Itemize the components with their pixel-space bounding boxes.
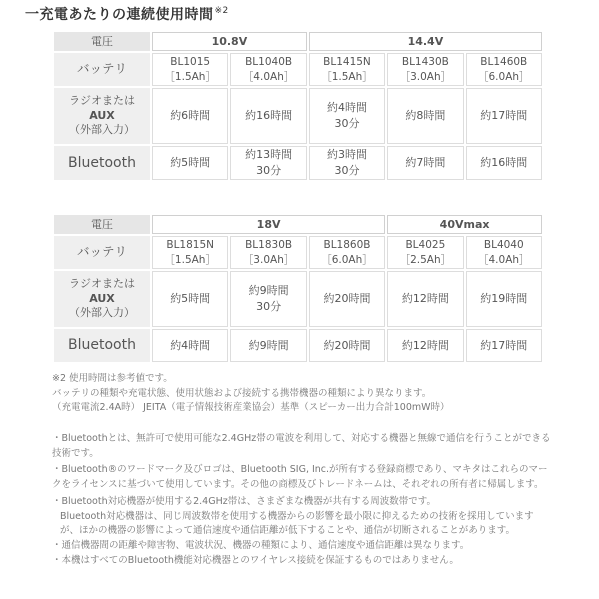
runtime-cell: 約8時間: [387, 88, 463, 144]
note-paragraph: ・Bluetooth®のワードマーク及びロゴは、Bluetooth SIG, Inc.が所有する登録商標であり、マキタはこれらのマークをライセンスに基づいて使用しています。その他の商標及びトレードネームは、それぞれの所有者に帰属します。: [52, 464, 548, 491]
voltage-group: 40Vmax: [387, 215, 542, 234]
battery-label: バッテリ: [54, 236, 150, 269]
runtime-cell: 約12時間: [387, 329, 463, 362]
bluetooth-row: [54, 329, 542, 362]
battery-cell: BL1830B ［3.0Ah］: [230, 236, 306, 269]
battery-cell: BL1815N ［1.5Ah］: [152, 236, 228, 269]
radio-aux-label: ラジオまたは AUX （外部入力）: [54, 271, 150, 327]
footnote-block: [52, 372, 552, 416]
battery-row: [54, 236, 542, 269]
runtime-cell: 約20時間: [309, 329, 385, 362]
note-paragraph: Bluetooth対応機器は、同じ周波数帯を使用する機器からの影響を最小限に抑えるための技術を採用していますが、ほかの機器の影響によって通信速度や通信距離が低下することや、通信が切断されることがあります。: [60, 510, 534, 537]
runtime-cell: 約5時間: [152, 271, 228, 327]
battery-label: バッテリ: [54, 53, 150, 86]
runtime-cell: 約16時間: [466, 146, 542, 180]
footnote-line: （充電電流2.4A時） JEITA（電子情報技術産業協会）基準（スピーカー出力合計100mW時）: [52, 402, 450, 414]
radio-row: [54, 271, 542, 327]
runtime-cell: 約17時間: [466, 88, 542, 144]
radio-aux-label: ラジオまたは AUX （外部入力）: [54, 88, 150, 144]
runtime-cell: 約9時間 30分: [230, 271, 306, 327]
page-title: 一充電あたりの連続使用時間$^{※2}$: [25, 6, 229, 23]
bluetooth-row: [54, 146, 542, 180]
runtime-cell: 約7時間: [387, 146, 463, 180]
voltage-row: [54, 215, 542, 234]
runtime-cell: 約20時間: [309, 271, 385, 327]
voltage-group: 18V: [152, 215, 385, 234]
note-paragraph: ・通信機器間の距離や障害物、電波状況、機器の種類により、通信速度や通信距離は異なります。: [52, 540, 470, 552]
battery-cell: BL1860B ［6.0Ah］: [309, 236, 385, 269]
battery-row: [54, 53, 542, 86]
footnote-line: バッテリの種類や充電状態、使用状態および接続する携帯機器の種類により異なります。: [52, 387, 432, 399]
footnote-line: ※2 使用時間は参考値です。: [52, 373, 173, 384]
runtime-cell: 約16時間: [230, 88, 306, 144]
runtime-cell: 約6時間: [152, 88, 228, 144]
runtime-cell: 約19時間: [466, 271, 542, 327]
battery-cell: BL4040 ［4.0Ah］: [466, 236, 542, 269]
voltage-label: 電圧: [54, 215, 150, 234]
voltage-row: [54, 32, 542, 51]
runtime-table-18-40v: [52, 213, 544, 364]
title-footnote-mark: ※2: [214, 6, 229, 17]
battery-cell: BL4025 ［2.5Ah］: [387, 236, 463, 269]
battery-cell: BL1040B ［4.0Ah］: [230, 53, 306, 86]
note-paragraph: ・Bluetooth対応機器が使用する2.4GHz帯は、さまざまな機器が共有する周波数帯です。: [52, 495, 436, 507]
bluetooth-notes-block: [52, 432, 552, 568]
voltage-group: 10.8V: [152, 32, 307, 51]
voltage-group: 14.4V: [309, 32, 542, 51]
runtime-cell: 約13時間 30分: [230, 146, 306, 180]
battery-cell: BL1460B ［6.0Ah］: [466, 53, 542, 86]
radio-row: [54, 88, 542, 144]
runtime-table-10-14v: [52, 30, 544, 182]
runtime-cell: 約3時間 30分: [309, 146, 385, 180]
runtime-cell: 約17時間: [466, 329, 542, 362]
battery-cell: BL1415N ［1.5Ah］: [309, 53, 385, 86]
voltage-label: 電圧: [54, 32, 150, 51]
battery-cell: BL1015 ［1.5Ah］: [152, 53, 228, 86]
runtime-cell: 約4時間: [152, 329, 228, 362]
runtime-cell: 約5時間: [152, 146, 228, 180]
note-paragraph: ・Bluetoothとは、無許可で使用可能な2.4GHz帯の電波を利用して、対応する機器と無線で通信を行うことができる技術です。: [52, 433, 551, 459]
runtime-cell: 約12時間: [387, 271, 463, 327]
bluetooth-label: Bluetooth: [54, 146, 150, 180]
battery-cell: BL1430B ［3.0Ah］: [387, 53, 463, 86]
bluetooth-label: Bluetooth: [54, 329, 150, 362]
runtime-cell: 約9時間: [230, 329, 306, 362]
note-paragraph: ・本機はすべてのBluetooth機能対応機器とのワイヤレス接続を保証するものではありません。: [52, 554, 459, 566]
runtime-cell: 約4時間 30分: [309, 88, 385, 144]
